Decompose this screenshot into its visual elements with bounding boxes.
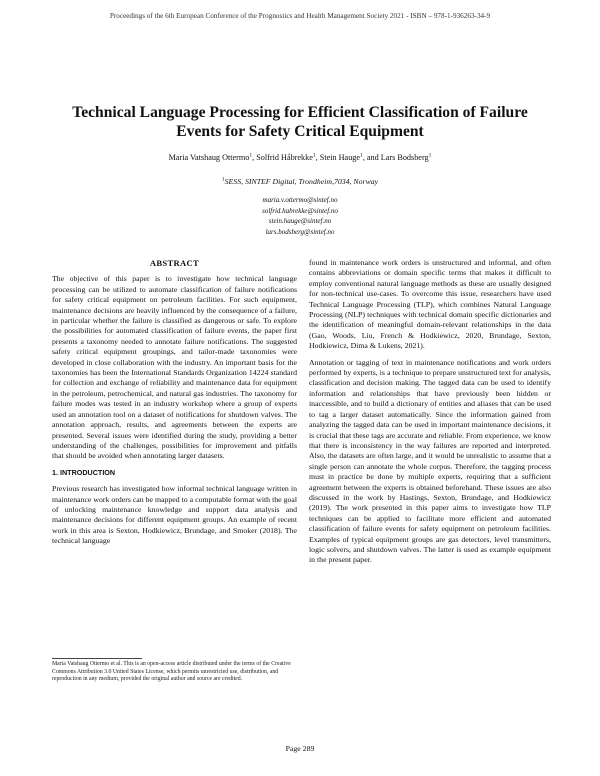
introduction-heading: 1. INTRODUCTION bbox=[52, 467, 116, 477]
author: Solfrid Håbrekke bbox=[256, 153, 313, 162]
right-column bbox=[309, 258, 551, 572]
affiliation bbox=[0, 177, 600, 186]
author-sup: 1 bbox=[312, 152, 316, 159]
left-column bbox=[52, 258, 297, 553]
author: Maria Vatshaug Ottermo bbox=[168, 153, 250, 162]
email-link[interactable]: lars.bodsberg@sintef.no bbox=[265, 227, 335, 236]
author-sep: , bbox=[315, 153, 320, 162]
author-list bbox=[0, 153, 600, 162]
affiliation-text: SESS, SINTEF Digital, Trondheim,7034, Norway bbox=[224, 177, 379, 186]
abstract-text: The objective of this paper is to investigate how technical language processing can be utilized to automate classification of failure notifications for safety critical equipment on petroleum facilities. For such equipment, maintenance decisions are heavily influenced by the consequence of a failure, in particular whether the failure is classified as dangerous or safe. To explore the possibilities for automated classification of failure events, the paper first presents a taxonomy needed to annotate failure notifications. The suggested safety critical equipment groupings, and tailor-made taxonomies were developed in close collaboration with the industry. An important basis for the taxonomies has been the International Standards Organization 14224 standard for collection and exchange of reliability and maintenance data for equipment in the petroleum, petrochemical, and natural gas industries. The taxonomy for failure modes was tested in an industry workshop where a group of experts used an annotation tool on a dataset of notifications for shutdown valves. The annotation approach, results, and agreements between the experts are presented. Several issues were identified during the study, providing a better understanding of the challenges, possibilities for improvement and pitfalls that should be avoided when annotating larger datasets. bbox=[52, 274, 297, 461]
page-number: Page 289 bbox=[285, 744, 315, 753]
author: Lars Bodsberg bbox=[380, 153, 429, 162]
body-paragraph: Annotation or tagging of text in maintenance notifications and work orders performed by experts, is a technique to prepare unstructured text for analysis, classification and decision making. The tagged data can be used to identify information and relationships that have previously been hidden or inaccessible, and to build a dictionary of entities and aliases that can be used to tag a larger dataset automatically. Since the information gained from analyzing the tagged data can be used in important maintenance decisions, it is crucial that these tags are accurate and reliable. From experience, we know that there is inconsistency in the way failures are reported and interpreted. Also, the datasets are often large, and it would be unrealistic to assume that a single person can annotate the whole corpus. Therefore, the tagging process must in practice be done by multiple experts, requiring that a sufficient agreement between the experts is obtained beforehand. These issues are also discussed in the work by Hastings, Sexton, Brundage, and Hodkiewicz (2019). The work presented in this paper aims to investigate how TLP techniques can be applied to facilitate more efficient and automated classification of failure events for safety equipment on petroleum facilities. Examples of typical equipment groups are gas detectors, level transmitters, logic solvers, and shutdown valves. The latter is used as example equipment in the present paper. bbox=[309, 357, 551, 565]
email-link[interactable]: maria.v.ottermo@sintef.no bbox=[262, 196, 338, 204]
affiliation-sup: 1 bbox=[221, 176, 225, 183]
email-list bbox=[0, 195, 600, 237]
email-link[interactable]: solfrid.habrekke@sintef.no bbox=[262, 206, 338, 215]
author-sup: 1 bbox=[428, 152, 432, 159]
footnote-rule bbox=[52, 658, 142, 659]
paper-title: Technical Language Processing for Efficient Classification of Failure Events for Safety Critical Equipment bbox=[72, 104, 528, 140]
author-sep: , bbox=[252, 153, 257, 162]
author: Stein Hauge bbox=[319, 153, 361, 162]
author-sup: 1 bbox=[249, 152, 253, 159]
running-header: Proceedings of the 6th European Conference of the Prognostics and Health Management Society 2021 - ISBN – 978-1-936263-34-9 bbox=[109, 12, 491, 20]
footnote: Maria Vatshaug Ottermo et al. This is an open-access article distributed under the terms of the Creative Commons Attribution 3.0 United States License, which permits unrestricted use, distribution, and reproduction in any medium, provided the original author and source are credited. bbox=[52, 661, 291, 683]
author-sep: , and bbox=[362, 153, 381, 162]
body-paragraph: found in maintenance work orders is unstructured and informal, and often contains abbreviations or domain specific terms that makes it difficult to employ conventional natural language methods as these are usually designed for non-technical use-cases. To overcome this issue, researchers have used Technical Language Processing (TLP), which combines Natural Language Processing (NLP) techniques with technical domain specific dictionaries and the identification of meaningful domain-relevant relationships in the data (Gao, Woods, Liu, French & Hodkiewicz, 2020, Brundage, Sexton, Hodkiewicz, Dima & Lukens, 2021). bbox=[309, 258, 551, 351]
abstract-heading: ABSTRACT bbox=[149, 258, 200, 268]
author-sup: 1 bbox=[360, 152, 363, 159]
introduction-text: Previous research has investigated how informal technical language written in maintenance work orders can be mapped to a computable format with the goal of unlocking maintenance knowledge and support data analysis and maintenance decisions for different equipment groups. An example of recent work in this area is Sexton, Hodkiewicz, Brundage, and Smoker (2018). The technical language bbox=[52, 484, 297, 546]
email-link[interactable]: stein.hauge@sintef.no bbox=[268, 217, 332, 226]
